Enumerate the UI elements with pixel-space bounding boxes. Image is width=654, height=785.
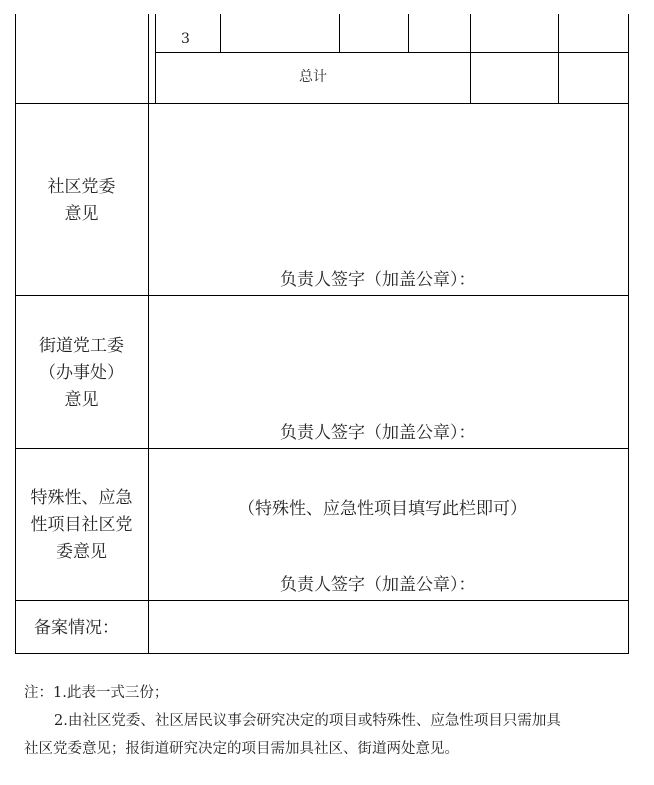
subdistrict-label-line1: 街道党工委: [39, 336, 124, 356]
row-number: 3: [181, 31, 190, 47]
note-line-1: 注：1.此表一式三份；: [24, 685, 169, 701]
subtable-col-3: [408, 14, 409, 52]
subtable-col-1: [220, 14, 221, 52]
subtable-col-5: [558, 14, 559, 103]
table-border-bottom: [15, 653, 629, 654]
table-border-right: [628, 14, 629, 654]
subtable-col-4: [470, 14, 471, 103]
special-label-line1: 特殊性、应急: [30, 488, 133, 508]
filing-label: 备案情况：: [34, 618, 119, 638]
section-divider-4: [15, 600, 629, 601]
total-label: 总计: [299, 69, 327, 85]
community-label-line1: 社区党委: [47, 177, 116, 197]
special-label-line2: 性项目社区党: [30, 515, 133, 535]
special-signature: 负责人签字（加盖公章）：: [280, 575, 476, 595]
note-line-3: 社区党委意见；报街道研究决定的项目需加具社区、街道两处意见。: [24, 741, 459, 757]
subtable-col-2: [339, 14, 340, 52]
subdistrict-label-line2: （办事处）: [39, 363, 124, 383]
community-signature: 负责人签字（加盖公章）：: [280, 270, 476, 290]
special-instruction: （特殊性、应急性项目填写此栏即可）: [238, 499, 527, 519]
subdistrict-label-line3: 意见: [64, 390, 99, 410]
label-column-divider: [148, 14, 149, 654]
section-divider-3: [15, 448, 629, 449]
subdistrict-signature: 负责人签字（加盖公章）：: [280, 423, 476, 443]
note-line-2: 2.由社区党委、社区居民议事会研究决定的项目或特殊性、应急性项目只需加具: [54, 713, 561, 729]
section-divider-2: [15, 295, 629, 296]
community-label-line2: 意见: [64, 204, 99, 224]
special-label-line3: 委意见: [56, 542, 107, 562]
section-divider-1: [15, 103, 629, 104]
